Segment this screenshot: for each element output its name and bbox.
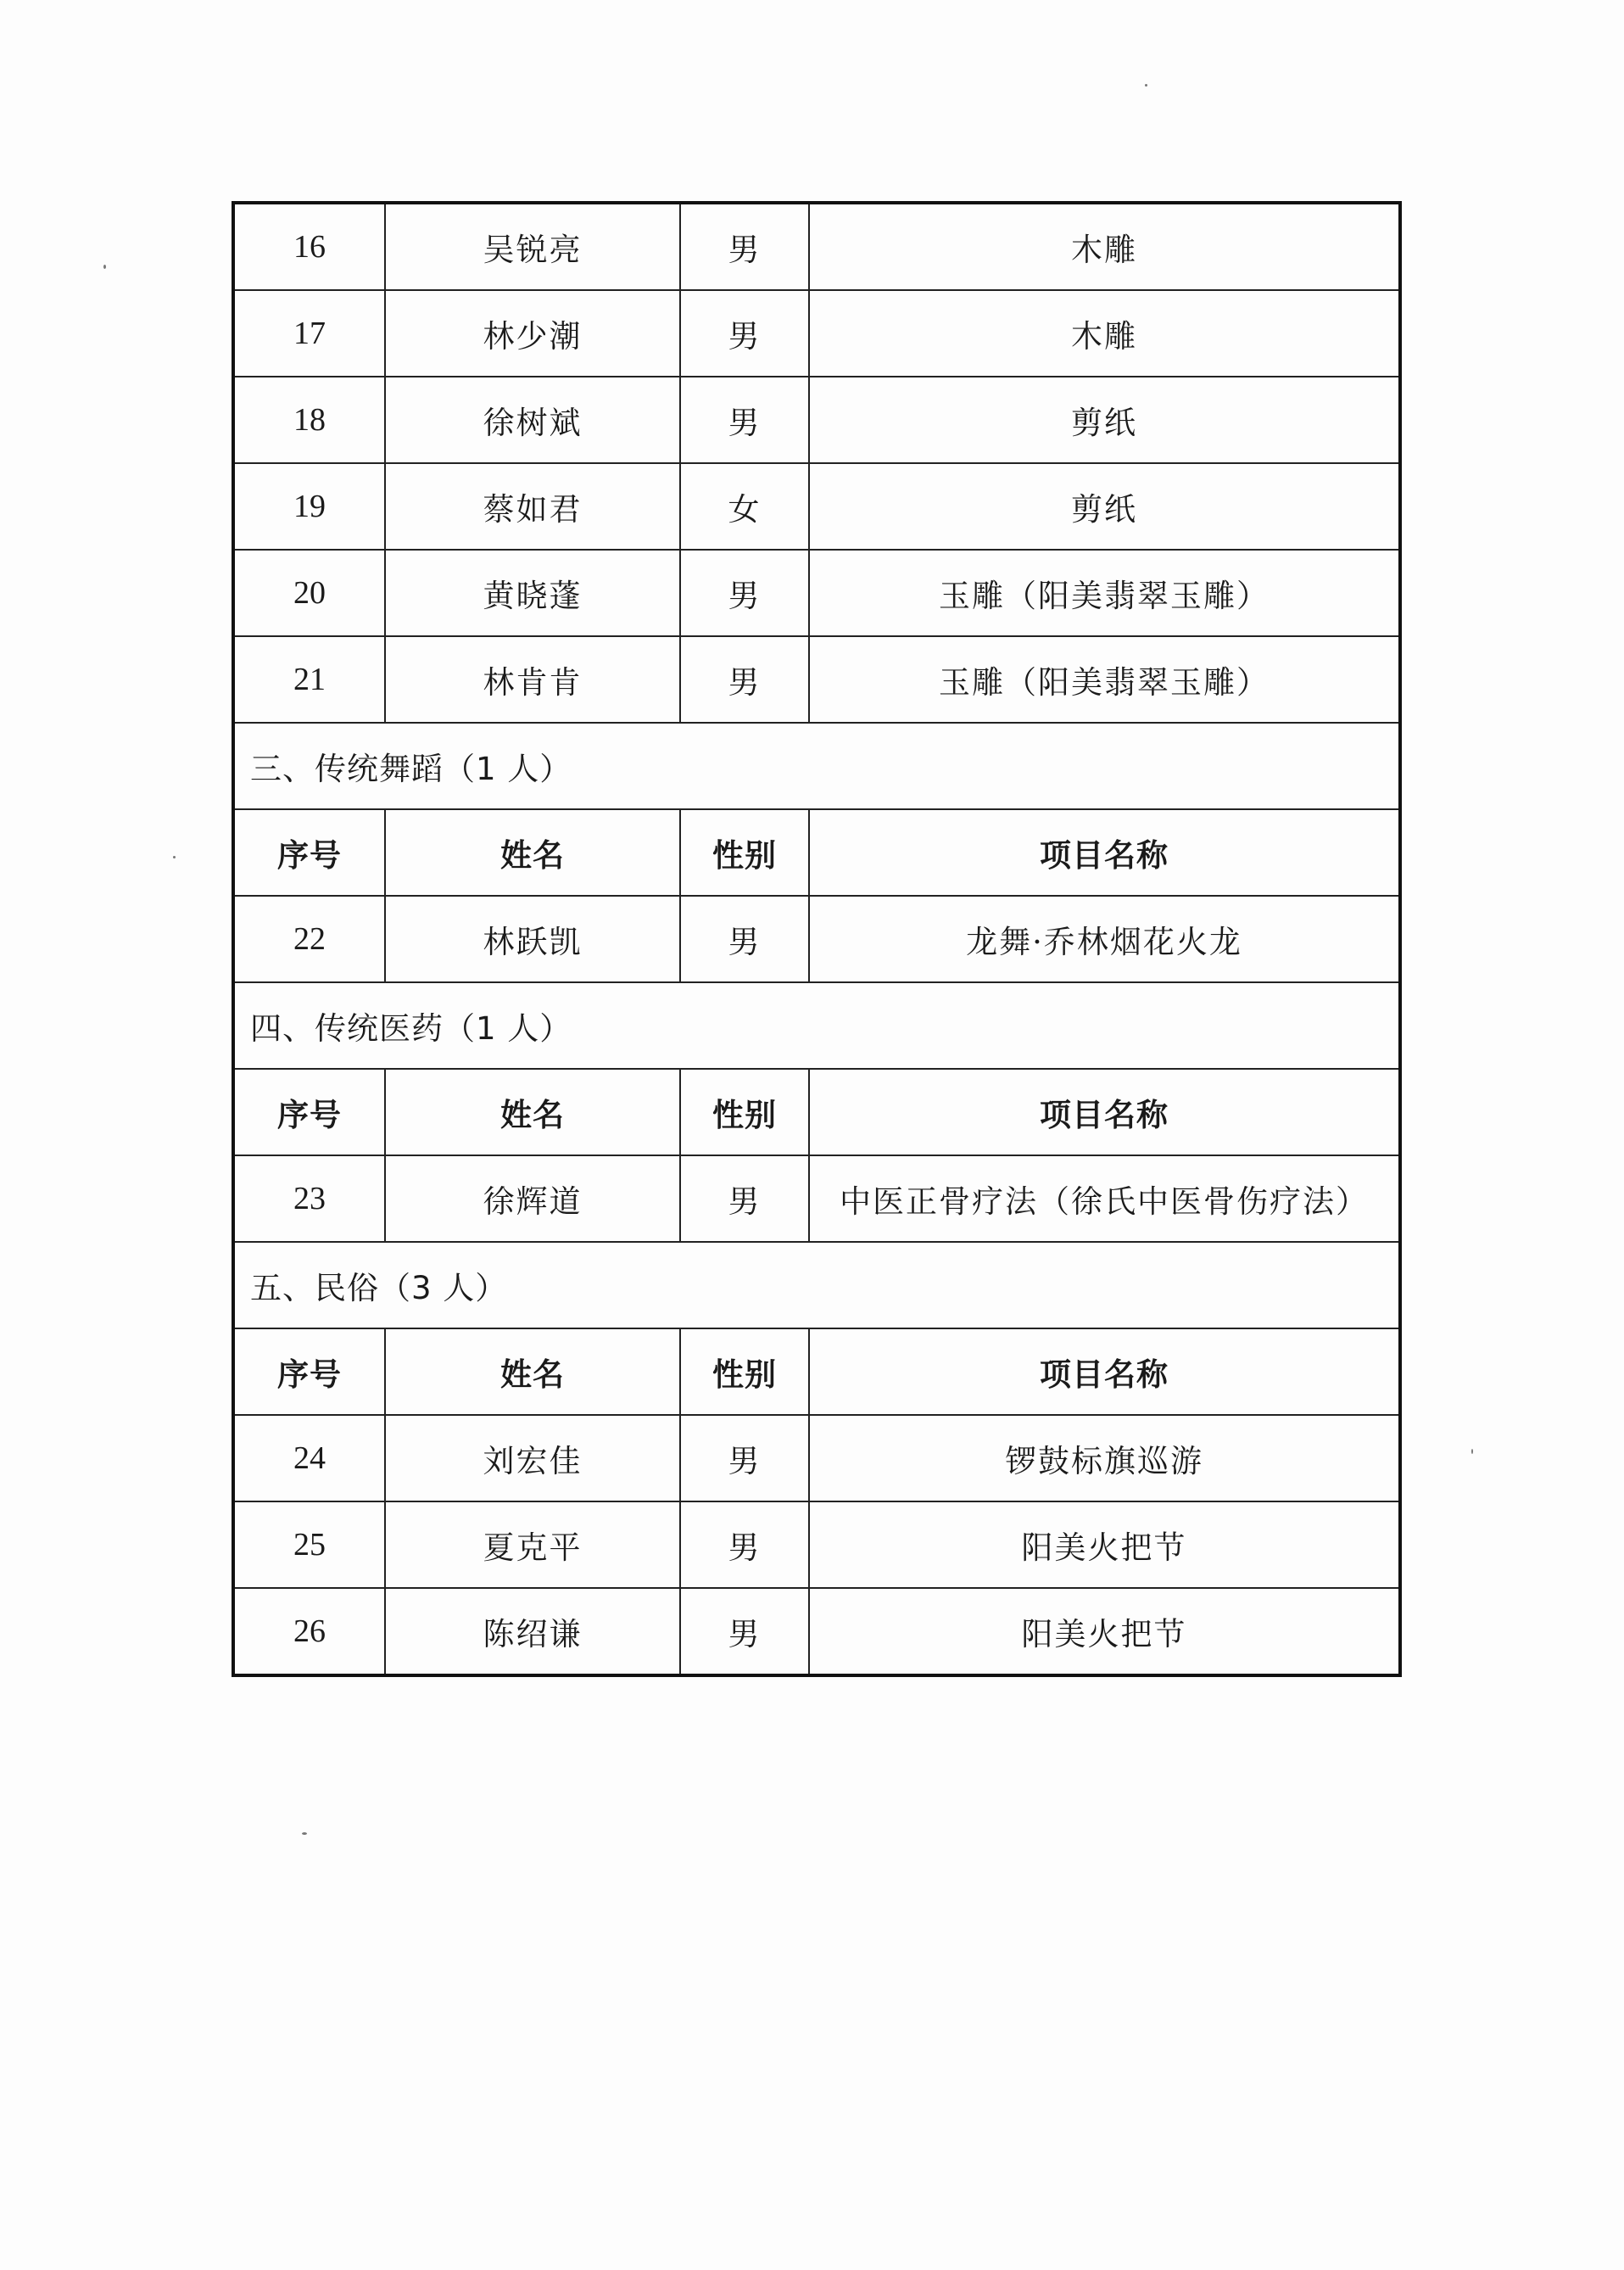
row-gender: 男 — [680, 550, 809, 636]
row-gender: 男 — [680, 1415, 809, 1501]
row-gender: 女 — [680, 463, 809, 550]
row-number: 25 — [233, 1501, 385, 1588]
row-gender: 男 — [680, 636, 809, 723]
table-row — [233, 636, 1400, 723]
row-project: 木雕 — [809, 203, 1400, 290]
row-number: 18 — [233, 377, 385, 463]
scan-speck — [302, 1832, 307, 1835]
row-project: 锣鼓标旗巡游 — [809, 1415, 1400, 1501]
row-number: 19 — [233, 463, 385, 550]
row-name: 徐树斌 — [385, 377, 680, 463]
row-project: 木雕 — [809, 290, 1400, 377]
table-row — [233, 1501, 1400, 1588]
row-number: 20 — [233, 550, 385, 636]
table-header-row — [233, 809, 1400, 896]
row-project: 玉雕（阳美翡翠玉雕） — [809, 636, 1400, 723]
section-title: 五、民俗（3 人） — [233, 1242, 1400, 1328]
table-row — [233, 463, 1400, 550]
section-heading-row — [233, 1242, 1400, 1328]
row-gender: 男 — [680, 1155, 809, 1242]
scan-speck — [1145, 84, 1147, 87]
row-number: 22 — [233, 896, 385, 982]
section-heading-row — [233, 723, 1400, 809]
row-project: 阳美火把节 — [809, 1501, 1400, 1588]
row-project: 剪纸 — [809, 377, 1400, 463]
section-title: 四、传统医药（1 人） — [233, 982, 1400, 1069]
header-name: 姓名 — [385, 1069, 680, 1155]
row-name: 林少潮 — [385, 290, 680, 377]
row-name: 陈绍谦 — [385, 1588, 680, 1675]
row-project: 龙舞·乔林烟花火龙 — [809, 896, 1400, 982]
row-name: 徐辉道 — [385, 1155, 680, 1242]
table-header-row — [233, 1328, 1400, 1415]
row-name: 刘宏佳 — [385, 1415, 680, 1501]
row-project: 剪纸 — [809, 463, 1400, 550]
row-name: 蔡如君 — [385, 463, 680, 550]
header-gender: 性别 — [680, 809, 809, 896]
header-name: 姓名 — [385, 809, 680, 896]
row-project: 玉雕（阳美翡翠玉雕） — [809, 550, 1400, 636]
row-project: 阳美火把节 — [809, 1588, 1400, 1675]
table-row — [233, 896, 1400, 982]
table-row — [233, 550, 1400, 636]
row-number: 16 — [233, 203, 385, 290]
table-row — [233, 290, 1400, 377]
section-heading-row — [233, 982, 1400, 1069]
row-gender: 男 — [680, 377, 809, 463]
header-number: 序号 — [233, 809, 385, 896]
row-number: 26 — [233, 1588, 385, 1675]
row-gender: 男 — [680, 1501, 809, 1588]
header-project: 项目名称 — [809, 1069, 1400, 1155]
scan-speck — [173, 856, 176, 858]
table-row — [233, 203, 1400, 290]
table-row — [233, 1415, 1400, 1501]
table-row — [233, 1588, 1400, 1675]
header-gender: 性别 — [680, 1069, 809, 1155]
row-number: 17 — [233, 290, 385, 377]
scan-speck — [103, 265, 106, 269]
inheritor-table — [232, 201, 1402, 1677]
row-name: 吴锐亮 — [385, 203, 680, 290]
row-name: 黄晓蓬 — [385, 550, 680, 636]
row-project: 中医正骨疗法（徐氏中医骨伤疗法） — [809, 1155, 1400, 1242]
row-gender: 男 — [680, 203, 809, 290]
header-gender: 性别 — [680, 1328, 809, 1415]
row-gender: 男 — [680, 290, 809, 377]
section-title: 三、传统舞蹈（1 人） — [233, 723, 1400, 809]
row-number: 21 — [233, 636, 385, 723]
row-number: 24 — [233, 1415, 385, 1501]
row-name: 林跃凯 — [385, 896, 680, 982]
header-name: 姓名 — [385, 1328, 680, 1415]
scan-speck — [1471, 1449, 1473, 1454]
table-row — [233, 377, 1400, 463]
row-name: 林肯肯 — [385, 636, 680, 723]
header-project: 项目名称 — [809, 809, 1400, 896]
row-gender: 男 — [680, 1588, 809, 1675]
row-gender: 男 — [680, 896, 809, 982]
header-number: 序号 — [233, 1328, 385, 1415]
table-header-row — [233, 1069, 1400, 1155]
table-row — [233, 1155, 1400, 1242]
row-name: 夏克平 — [385, 1501, 680, 1588]
header-project: 项目名称 — [809, 1328, 1400, 1415]
header-number: 序号 — [233, 1069, 385, 1155]
row-number: 23 — [233, 1155, 385, 1242]
